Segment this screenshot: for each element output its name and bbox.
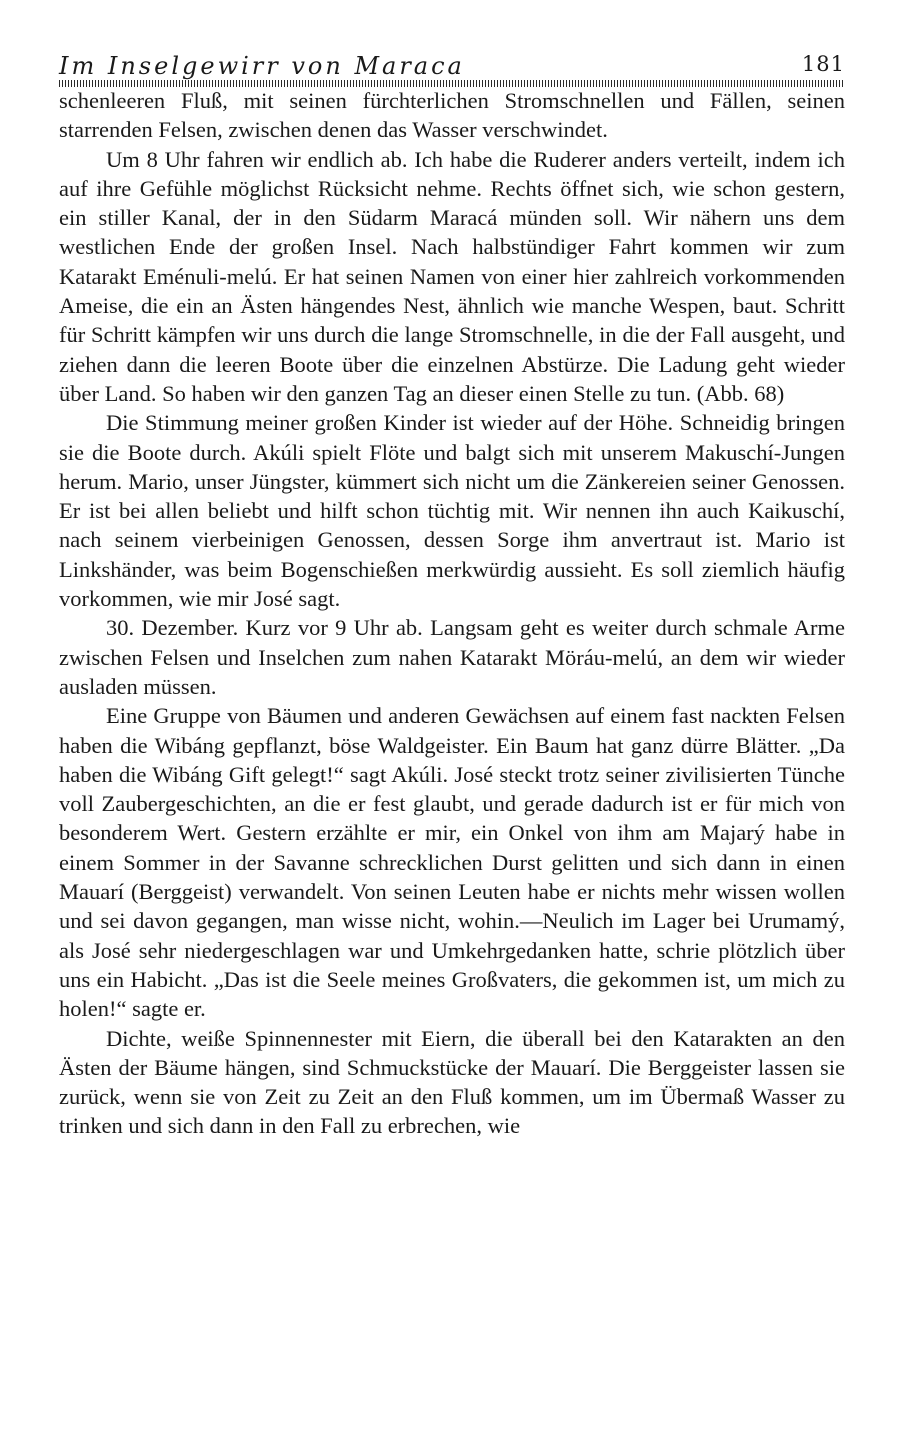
running-header bbox=[59, 48, 845, 80]
paragraph: 30. Dezember. Kurz vor 9 Uhr ab. Langsam geht es weiter durch schmale Arme zwischen Felsen und Inselchen zum nahen Katarakt Möráu-melú, an dem wir wieder ausladen müssen. bbox=[59, 615, 845, 699]
paragraph-continued: schenleeren Fluß, mit seinen fürchterlichen Stromschnellen und Fällen, seinen starrenden Felsen, zwischen denen das Wasser verschwindet. bbox=[59, 88, 845, 143]
paragraph: Die Stimmung meiner großen Kinder ist wieder auf der Höhe. Schneidig bringen sie die Boote durch. Akúli spielt Flöte und balgt sich mit unserem Makuschí-Jungen herum. Mario, unser Jüngster, kümmert sich nicht um die Zänkereien seiner Genossen. Er ist bei allen beliebt und hilft schon tüchtig mit. Wir nennen ihn auch Kaikuschí, nach seinem vierbeinigen Genossen, dessen Sorge ihm anvertraut ist. Mario ist Linkshänder, was beim Bogenschießen merkwürdig aussieht. Es soll ziemlich häufig vorkommen, wie mir José sagt. bbox=[59, 410, 845, 612]
paragraph: Dichte, weiße Spinnennester mit Eiern, die überall bei den Katarakten an den Ästen der Bäume hängen, sind Schmuckstücke der Mauarí. Die Berggeister lassen sie zurück, wenn sie von Zeit zu Zeit an den Fluß kommen, um im Übermaß Wasser zu trinken und sich dann in den Fall zu erbrechen, wie bbox=[59, 1025, 845, 1139]
body-text bbox=[59, 86, 845, 1141]
page-number: 181 bbox=[801, 52, 845, 76]
paragraph: Um 8 Uhr fahren wir endlich ab. Ich habe die Ruderer anders verteilt, indem ich auf ihre Gefühle möglichst Rücksicht nehme. Rechts öffnet sich, wie schon gestern, ein stiller Kanal, der in den Südarm Maracá münden soll. Wir nähern uns dem westlichen Ende der großen Insel. Nach halbstündiger Fahrt kommen wir zum Katarakt Eménuli-melú. Er hat seinen Namen von einer hier zahlreich vorkommenden Ameise, die ein an Ästen hängendes Nest, ähnlich wie manche Wespen, baut. Schritt für Schritt kämpfen wir uns durch die lange Stromschnelle, in die der Fall ausgeht, und ziehen dann die leeren Boote über die einzelnen Abstürze. Die Ladung geht wieder über Land. So haben wir den ganzen Tag an dieser einen Stelle zu tun. (Abb. 68) bbox=[59, 146, 845, 406]
paragraph: Eine Gruppe von Bäumen und anderen Gewächsen auf einem fast nackten Felsen haben die Wibáng gepflanzt, böse Waldgeister. Ein Baum hat ganz dürre Blätter. „Da haben die Wibáng Gift gelegt!“ sagt Akúli. José steckt trotz seiner zivilisierten Tünche voll Zaubergeschichten, an die er fest glaubt, und gerade dadurch ist er für mich von besonderem Wert. Gestern erzählte er mir, ein Onkel von ihm am Majarý habe in einem Sommer in der Savanne schrecklichen Durst gelitten und sich dann in einen Mauarí (Berggeist) verwandelt. Von seinen Leuten habe er nichts mehr wissen wollen und sei davon gegangen, man wisse nicht, wohin.—Neulich im Lager bei Urumamý, als José sehr niedergeschlagen war und Umkehrgedanken hatte, schrie plötzlich über uns ein Habicht. „Das ist die Seele meines Großvaters, die gekommen ist, um mich zu holen!“ sagte er. bbox=[59, 703, 845, 1022]
running-title: Im Inselgewirr von Maraca bbox=[59, 52, 465, 80]
book-page bbox=[59, 48, 845, 1139]
